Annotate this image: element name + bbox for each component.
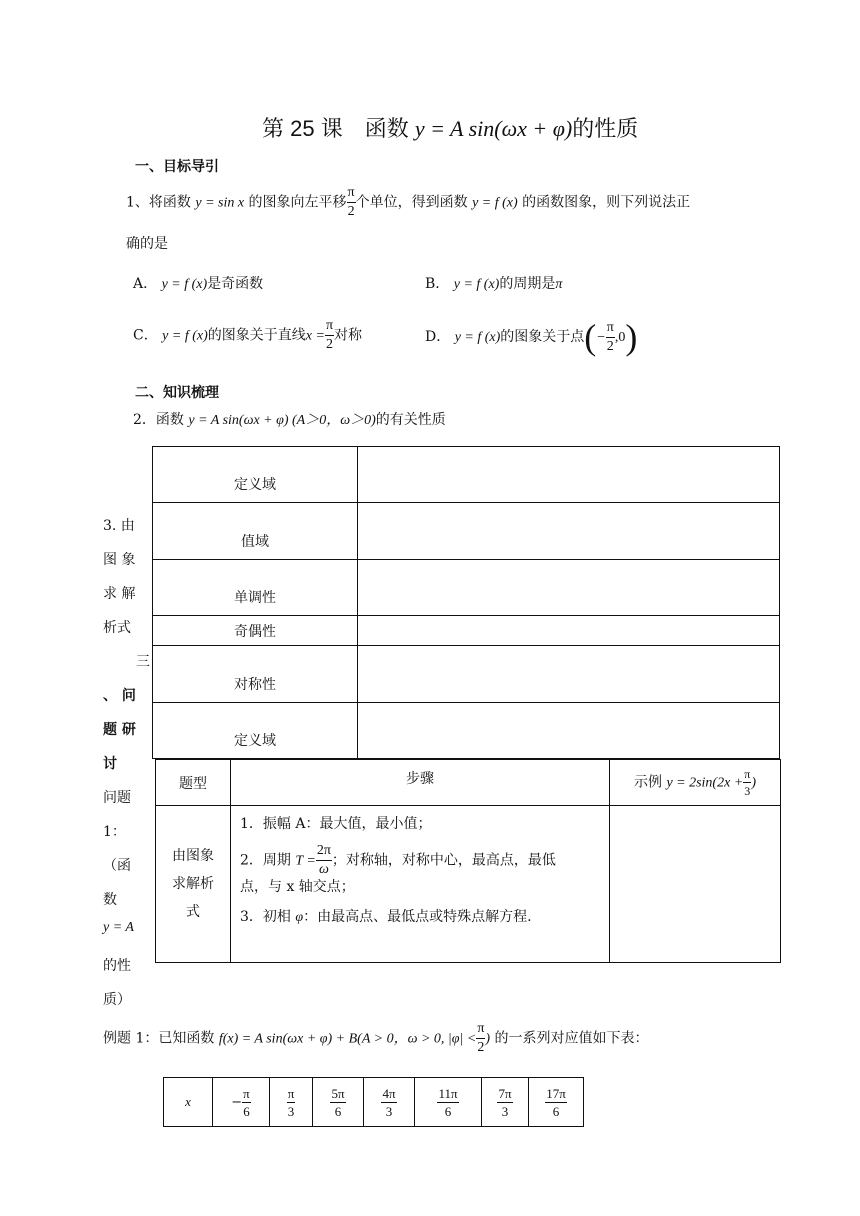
frac-num: 2π — [316, 844, 332, 861]
left-col-l11: （函 — [103, 858, 131, 874]
table-row — [153, 447, 780, 503]
q1-f2: y = f (x) — [472, 195, 518, 211]
option-c-tail: 对称 — [334, 327, 363, 344]
table-row — [153, 646, 780, 703]
frac-num: π — [325, 319, 334, 336]
frac-num: 11π — [438, 1085, 458, 1101]
step-1: 1．振幅 A：最大值，最小值； — [240, 816, 432, 832]
table-row — [156, 760, 781, 806]
prop-label: 单调性 — [153, 560, 358, 616]
table-row — [156, 806, 781, 963]
frac-num: 17π — [546, 1085, 566, 1101]
example-close: ) — [751, 775, 756, 791]
value-frac — [330, 1087, 345, 1118]
option-c-frac — [325, 319, 334, 352]
q2-formula: y = A sin(ωx + φ) (A＞0，ω＞0) — [188, 413, 376, 428]
option-a-text: 是奇函数 — [207, 276, 264, 292]
frac-den: 3 — [287, 1103, 295, 1119]
left-col-l1: 3. 由 — [103, 518, 135, 534]
paren-open: ( — [584, 317, 597, 357]
step-2 — [240, 844, 603, 877]
option-b — [425, 273, 562, 293]
prop-value — [358, 703, 780, 759]
frac-den: 2 — [477, 1040, 485, 1055]
values-table — [163, 1077, 584, 1127]
left-col-l15: 质） — [103, 992, 131, 1008]
option-c-x: x = — [305, 328, 325, 344]
frac-den: 6 — [243, 1103, 250, 1119]
step-2-lead: 2．周期 — [240, 852, 296, 869]
left-col-l7: 题 研 — [103, 722, 136, 738]
left-col-l13: y = A — [103, 920, 134, 935]
prop-value — [358, 646, 780, 703]
frac-num: 7π — [498, 1085, 512, 1101]
left-col-l3: 求 解 — [103, 586, 136, 602]
prop-label: 值域 — [153, 503, 358, 560]
option-a-label: A． — [133, 276, 158, 292]
steps-table — [155, 759, 781, 963]
frac-den: 2 — [325, 337, 333, 352]
paren-close: ) — [625, 317, 638, 357]
table-row — [153, 560, 780, 616]
frac-num: π — [243, 1085, 250, 1101]
step-2-cont: 点，与 x 轴交点； — [240, 879, 355, 895]
q1-tail: 的函数图象，则下列说法正 — [517, 194, 691, 211]
value-frac — [242, 1087, 251, 1118]
prop-label: 奇偶性 — [153, 616, 358, 646]
q1-line1 — [126, 186, 690, 219]
example-formula: y = 2sin(2x + — [666, 775, 744, 791]
example-lead: 例题 1：已知函数 — [103, 1030, 219, 1047]
value-cell — [313, 1078, 364, 1127]
option-b-text: 的周期是 — [499, 276, 556, 292]
option-d-label: D． — [425, 329, 451, 345]
option-c-label: C． — [133, 327, 158, 344]
row-example — [610, 806, 781, 963]
frac-den: 3 — [501, 1103, 509, 1119]
page-title — [262, 112, 638, 143]
value-cell — [213, 1078, 270, 1127]
step-3-text: ：由最高点、最低点或特殊点解方程. — [303, 909, 532, 925]
step-3 — [240, 907, 603, 928]
title-prefix: 第 25 课 函数 — [262, 116, 415, 141]
q2-line — [133, 409, 446, 429]
value-frac — [545, 1087, 567, 1118]
title-suffix: 的性质 — [572, 116, 639, 141]
header-example — [610, 760, 781, 806]
prop-value — [358, 560, 780, 616]
value-frac — [287, 1087, 296, 1118]
left-col-l8: 讨 — [103, 756, 117, 772]
value-frac — [381, 1087, 396, 1118]
option-d-zero: ,0 — [614, 330, 626, 345]
header-steps: 步骤 — [231, 760, 610, 806]
option-b-pi: π — [555, 277, 563, 292]
option-a — [133, 273, 263, 293]
q2-tail: 的有关性质 — [375, 412, 446, 428]
frac-den: 3 — [744, 784, 751, 798]
option-d-minus: − — [596, 330, 606, 345]
example-prefix: 示例 — [633, 774, 667, 791]
left-col-l2: 图 象 — [103, 552, 136, 568]
table-row — [153, 703, 780, 759]
prop-label: 定义域 — [153, 703, 358, 759]
table-row — [164, 1078, 584, 1127]
frac-num: π — [476, 1022, 485, 1039]
prop-value — [358, 503, 780, 560]
frac-num: 5π — [331, 1085, 345, 1101]
value-cell — [270, 1078, 313, 1127]
frac-den: 6 — [552, 1103, 560, 1119]
table-row — [153, 616, 780, 646]
row-steps — [231, 806, 610, 963]
example-tail: 的一系列对应值如下表： — [490, 1030, 649, 1047]
frac-num: π — [744, 767, 751, 781]
section-heading-1: 一、目标导引 — [135, 158, 219, 174]
table-row — [153, 503, 780, 560]
header-type: 题型 — [156, 760, 231, 806]
step-2-T: T = — [295, 853, 316, 869]
frac-den: 2 — [606, 338, 614, 354]
prop-value — [358, 616, 780, 646]
step-3-lead: 3．初相 — [240, 909, 296, 925]
example-close: ) — [485, 1031, 491, 1047]
value-frac — [437, 1087, 458, 1118]
frac-den: 6 — [444, 1103, 452, 1119]
left-col-l14: 的性 — [103, 958, 131, 974]
properties-table — [152, 446, 780, 759]
frac-num: π — [347, 186, 356, 203]
q2-lead: 2．函数 — [133, 412, 189, 428]
left-col-l5: 三 — [136, 654, 150, 670]
frac-den: 6 — [334, 1103, 342, 1119]
example-formula: f(x) = A sin(ωx + φ) + B(A > 0，ω > 0, |φ| < — [218, 1031, 477, 1047]
title-formula: y = A sin(ωx + φ) — [414, 116, 573, 141]
step-2-text: ；对称轴，对称中心，最高点，最低 — [331, 852, 556, 869]
option-d-frac — [606, 321, 615, 354]
frac-den: 2 — [347, 204, 355, 219]
value-frac — [497, 1087, 512, 1118]
option-b-label: B． — [425, 276, 450, 292]
frac-den: ω — [318, 862, 329, 877]
q1-frac — [347, 186, 356, 219]
left-col-l12: 数 — [103, 892, 117, 908]
option-d — [425, 319, 637, 355]
step-3-phi: φ — [295, 910, 304, 925]
frac-num: π — [606, 321, 615, 338]
left-col-l4: 析式 — [103, 620, 131, 636]
example-1 — [103, 1022, 649, 1055]
value-cell — [415, 1078, 482, 1127]
left-col-l9: 问题 — [103, 790, 131, 806]
option-d-formula: y = f (x) — [454, 330, 501, 345]
prop-label: 对称性 — [153, 646, 358, 703]
option-a-formula: y = f (x) — [161, 277, 208, 292]
section-heading-2: 二、知识梳理 — [135, 384, 219, 400]
q1-f1: y = sin x — [195, 195, 245, 211]
q1-mid2: 个单位，得到函数 — [355, 194, 473, 211]
left-col-l10: 1： — [103, 824, 126, 840]
q1-lead: 1、将函数 — [126, 194, 196, 211]
value-cell — [529, 1078, 584, 1127]
frac-num: 4π — [382, 1085, 396, 1101]
option-d-text: 的图象关于点 — [500, 329, 585, 345]
values-head: x — [164, 1078, 213, 1127]
frac-num: π — [287, 1085, 295, 1101]
value-cell — [482, 1078, 529, 1127]
row-type: 由图象 求解析 式 — [156, 806, 231, 963]
left-col-l6: 、 问 — [103, 688, 136, 704]
q1-line2: 确的是 — [126, 236, 168, 252]
option-c-formula: y = f (x) — [162, 328, 208, 344]
value-cell — [364, 1078, 415, 1127]
q1-mid: 的图象向左平移 — [244, 194, 347, 211]
prop-value — [358, 447, 780, 503]
option-c-text: 的图象关于直线 — [207, 327, 306, 344]
option-c — [133, 319, 362, 352]
option-b-formula: y = f (x) — [453, 277, 500, 292]
prop-label: 定义域 — [153, 447, 358, 503]
frac-den: 3 — [385, 1103, 393, 1119]
value-sign: − — [231, 1094, 243, 1110]
step-2-frac — [316, 844, 332, 877]
